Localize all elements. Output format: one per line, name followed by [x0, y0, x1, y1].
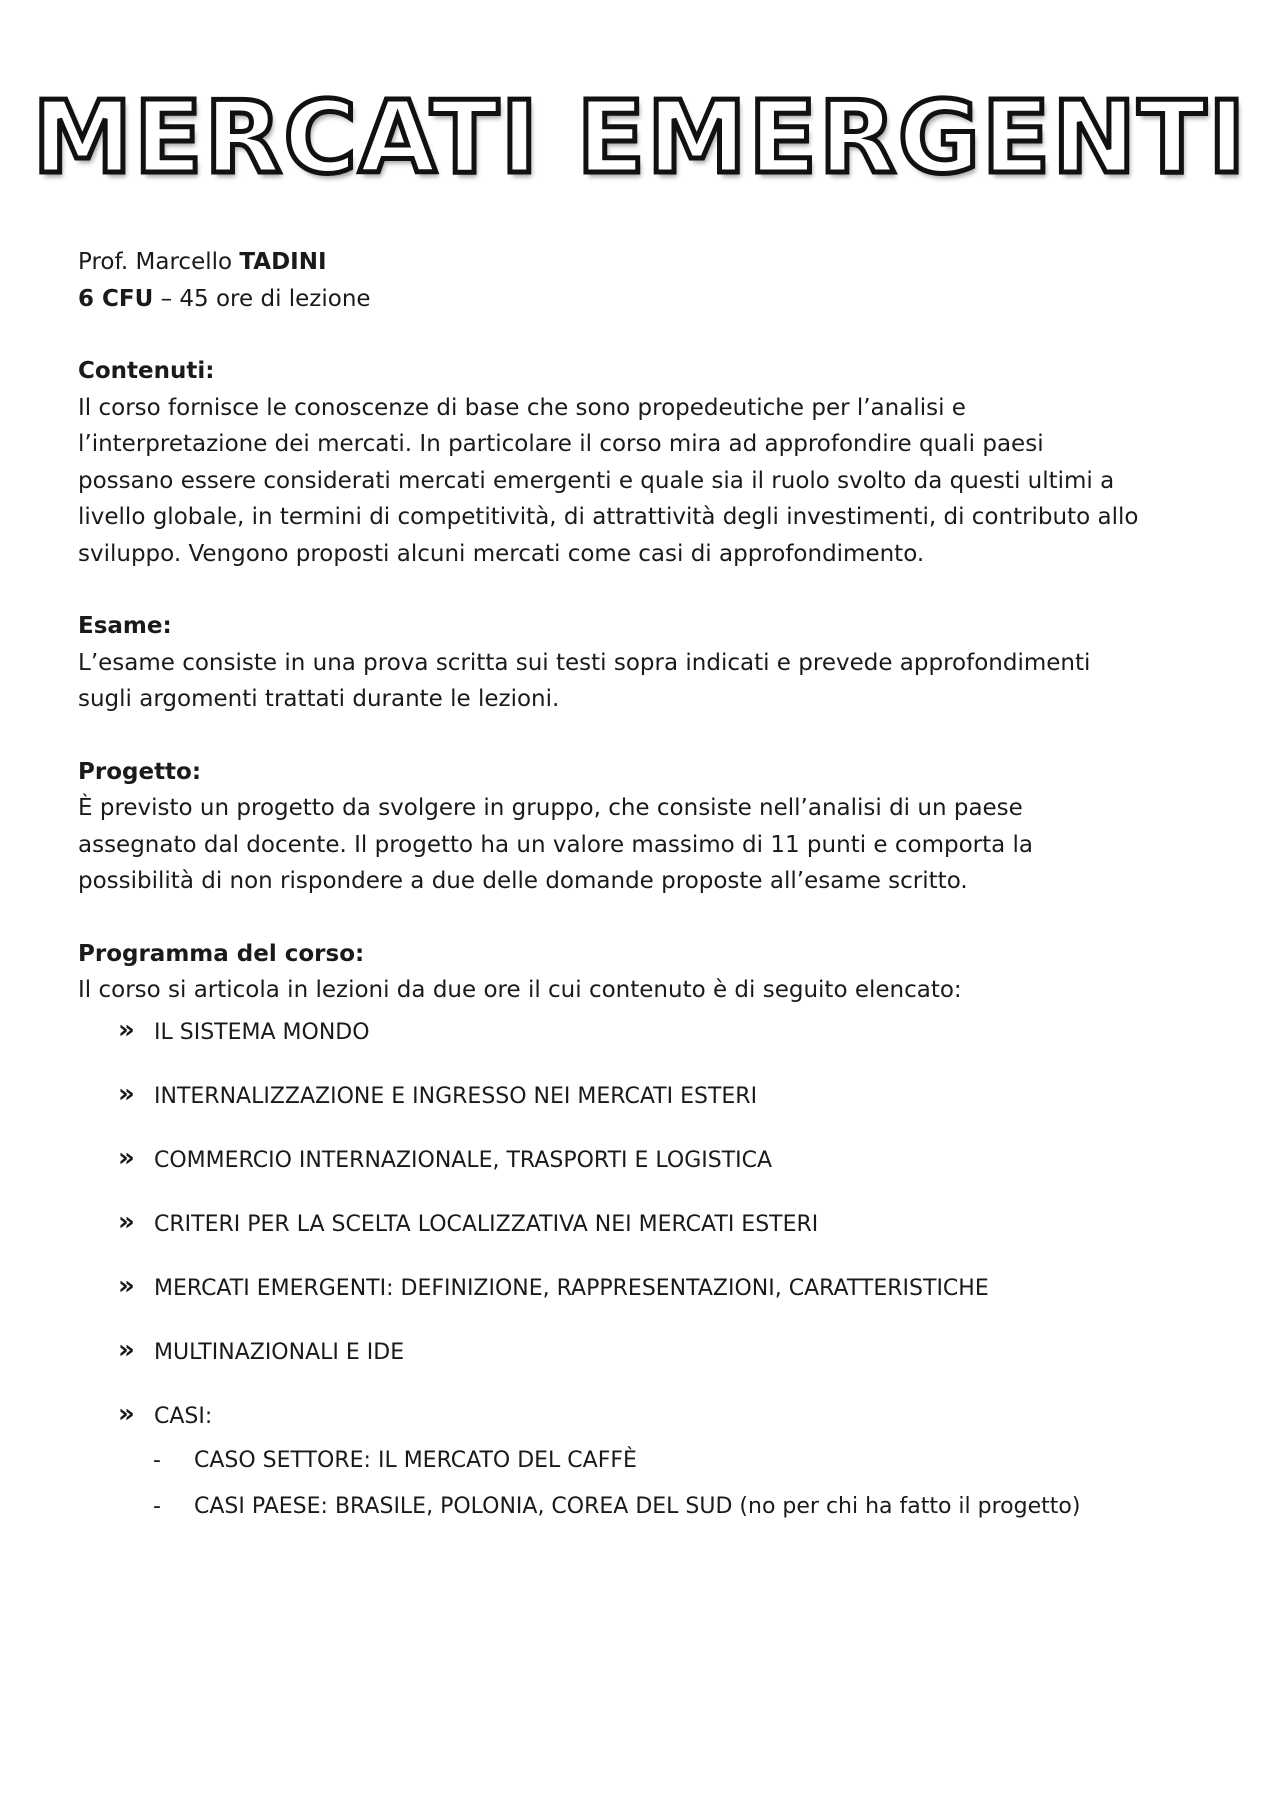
paragraph-line: Il corso fornisce le conoscenze di base che sono propedeutiche per l’analisi e — [78, 394, 966, 421]
credits-hours: – 45 ore di lezione — [153, 285, 371, 312]
paragraph-line: possibilità di non rispondere a due delle domande proposte all’esame scritto. — [78, 868, 968, 894]
section-contenuti — [78, 353, 1218, 572]
professor-prefix: Prof. Marcello — [78, 249, 240, 275]
paragraph-line: assegnato dal docente. Il progetto ha un valore massimo di 11 punti e comporta la — [78, 831, 1034, 858]
list-item-text: COMMERCIO INTERNAZIONALE, TRASPORTI E LOGISTICA — [154, 1147, 773, 1173]
list-item — [78, 1015, 1218, 1051]
sub-list-item — [78, 1489, 1218, 1525]
list-item — [78, 1079, 1218, 1115]
double-chevron-icon: » — [118, 1206, 135, 1237]
paragraph-line: l’interpretazione dei mercati. In particolare il corso mira ad approfondire quali paesi — [78, 431, 1044, 457]
section-heading: Esame: — [78, 613, 172, 639]
section-progetto — [78, 754, 1218, 900]
double-chevron-icon: » — [118, 1142, 135, 1173]
paragraph-line: possano essere considerati mercati emergenti e quale sia il ruolo svolto da questi ultimi a — [78, 467, 1115, 494]
double-chevron-icon: » — [118, 1334, 135, 1365]
section-heading: Programma del corso: — [78, 940, 365, 967]
list-item — [78, 1207, 1218, 1243]
list-item — [78, 1399, 1218, 1435]
list-item-text: CASI: — [154, 1403, 213, 1429]
list-item-text: MULTINAZIONALI E IDE — [154, 1339, 405, 1365]
list-item-text: MERCATI EMERGENTI: DEFINIZIONE, RAPPRESENTAZIONI, CARATTERISTICHE — [154, 1275, 989, 1301]
document-body — [78, 244, 1218, 1535]
paragraph-line: sviluppo. Vengono proposti alcuni mercati come casi di approfondimento. — [78, 540, 925, 567]
double-chevron-icon: » — [118, 1270, 135, 1301]
sub-list-item — [78, 1443, 1218, 1479]
section-esame — [78, 608, 1218, 718]
dash-bullet: - — [153, 1447, 161, 1473]
professor-surname: TADINI — [239, 249, 327, 275]
casi-sublist — [78, 1443, 1218, 1525]
programma-intro: Il corso si articola in lezioni da due ore il cui contenuto è di seguito elencato: — [78, 977, 962, 1003]
sub-list-item-text: CASI PAESE: BRASILE, POLONIA, COREA DEL SUD (no per chi ha fatto il progetto) — [194, 1493, 1081, 1519]
list-item — [78, 1335, 1218, 1371]
section-heading: Progetto: — [78, 758, 202, 785]
dash-bullet: - — [153, 1493, 161, 1519]
paragraph-line: livello globale, in termini di competitività, di attrattività degli investimenti, di contributo allo — [78, 504, 1139, 530]
sub-list-item-text: CASO SETTORE: IL MERCATO DEL CAFFÈ — [194, 1447, 637, 1473]
page-title: MERCATI EMERGENTI — [32, 79, 1248, 196]
double-chevron-icon: » — [118, 1078, 135, 1109]
paragraph-line: È previsto un progetto da svolgere in gruppo, che consiste nell’analisi di un paese — [78, 795, 1023, 821]
list-item — [78, 1271, 1218, 1307]
paragraph-line: L’esame consiste in una prova scritta sui testi sopra indicati e prevede approfondimenti — [78, 649, 1091, 676]
programma-list — [78, 1015, 1218, 1435]
paragraph-line: sugli argomenti trattati durante le lezioni. — [78, 686, 560, 712]
credits-label: 6 CFU — [78, 285, 154, 312]
list-item-text: IL SISTEMA MONDO — [154, 1019, 370, 1045]
list-item-text: INTERNALIZZAZIONE E INGRESSO NEI MERCATI ESTERI — [154, 1083, 758, 1109]
double-chevron-icon: » — [118, 1398, 135, 1429]
section-programma — [78, 936, 1218, 1525]
section-heading: Contenuti: — [78, 358, 215, 384]
list-item — [78, 1143, 1218, 1179]
double-chevron-icon: » — [118, 1014, 135, 1045]
credits-line — [78, 281, 1218, 318]
list-item-text: CRITERI PER LA SCELTA LOCALIZZATIVA NEI MERCATI ESTERI — [154, 1211, 819, 1237]
professor-line — [78, 244, 1218, 281]
